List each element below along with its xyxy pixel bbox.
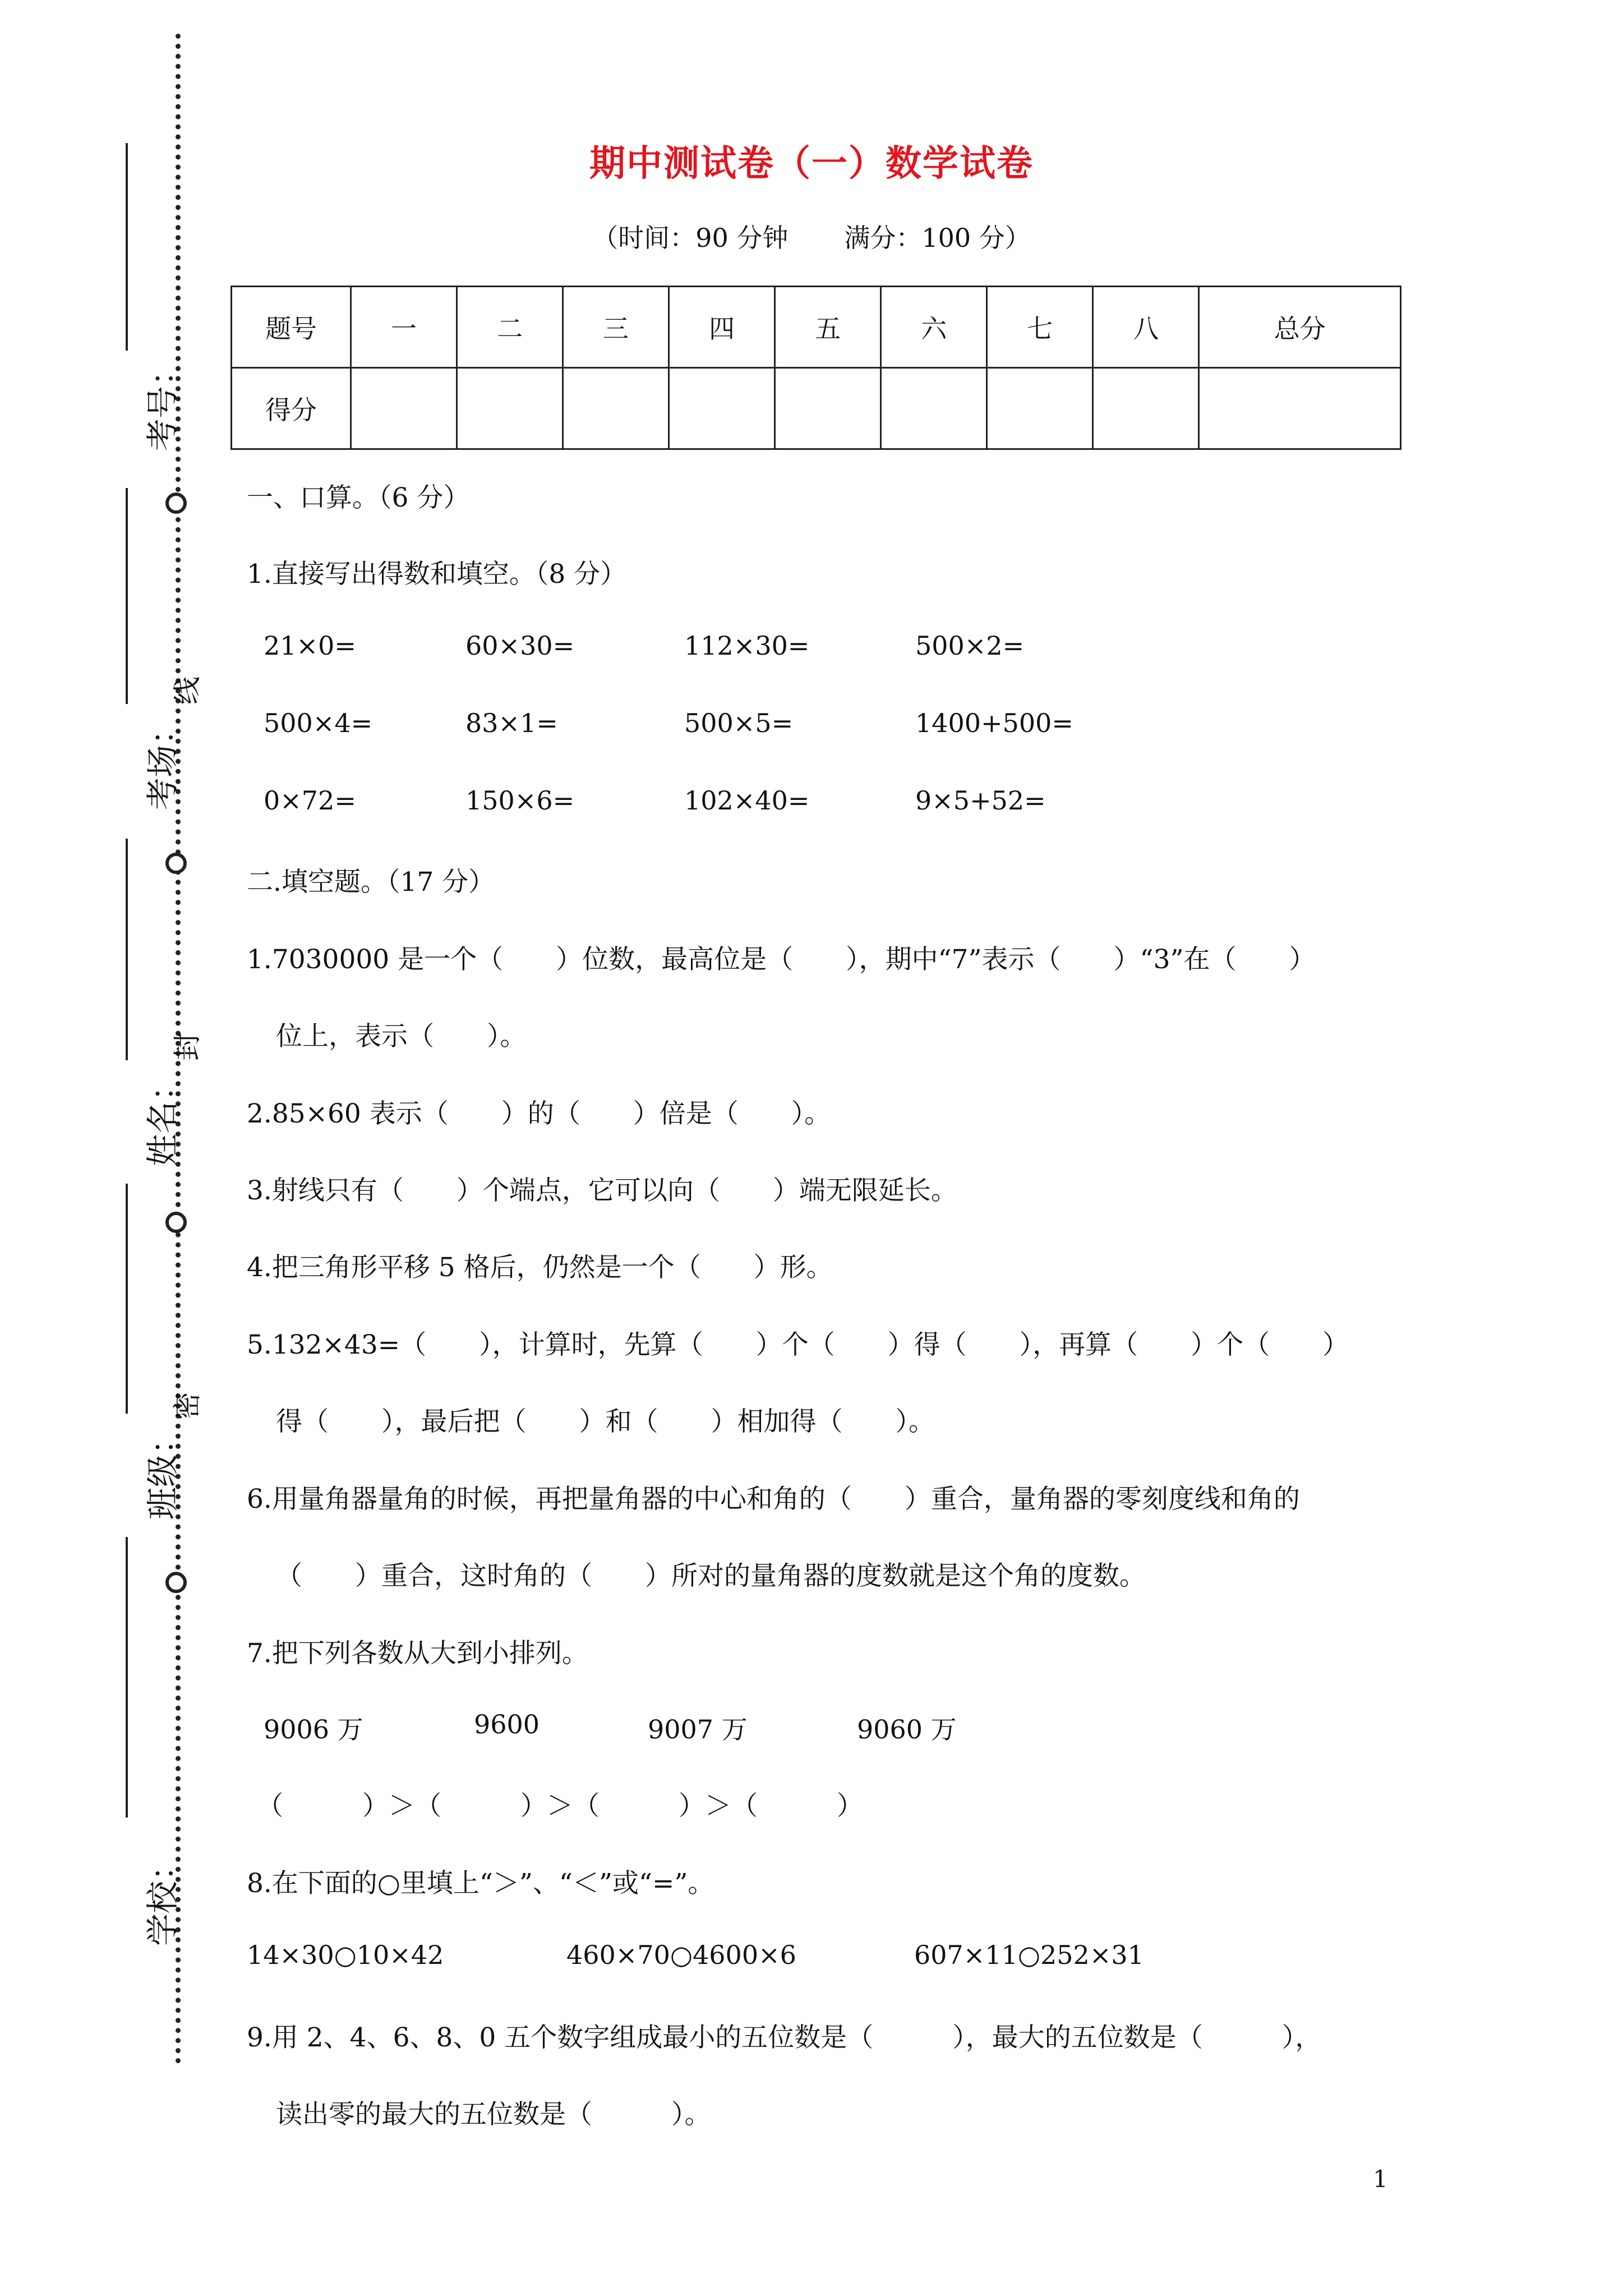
section2-q3: 3.射线只有（ ）个端点，它可以向（ ）端无限延长。 <box>247 1175 957 1206</box>
score-table-header-row <box>232 287 1401 368</box>
seal-char-secret: 密 <box>171 1392 204 1420</box>
table-cell: 一 <box>351 287 457 368</box>
calc-item: 500×5= <box>684 708 794 738</box>
exam-room-label: 考场： <box>144 712 182 811</box>
calc-item: 500×2= <box>915 631 1025 661</box>
section2-q5-cont: 得（ ），最后把（ ）和（ ）相加得（ ）。 <box>276 1406 935 1437</box>
section2-q9: 9.用 2、4、6、8、0 五个数字组成最小的五位数是（ ），最大的五位数是（ ）， <box>247 2022 1322 2053</box>
table-cell: 七 <box>987 287 1093 368</box>
page-number: 1 <box>1373 2165 1388 2193</box>
score-input-cell[interactable] <box>987 368 1093 449</box>
q8-item: 14×30○10×42 <box>247 1940 444 1970</box>
binding-ring-icon <box>165 1212 187 1233</box>
exam-subtitle <box>0 218 1623 255</box>
class-label: 班级： <box>144 1422 182 1520</box>
section1-heading: 一、口算。（6 分） <box>247 482 470 513</box>
score-input-cell[interactable] <box>1093 368 1199 449</box>
section2-q1: 1.7030000 是一个（ ）位数，最高位是（ ），期中“7”表示（ ）“3”在（ ） <box>247 944 1316 975</box>
table-cell: 四 <box>669 287 775 368</box>
q7-number: 9007 万 <box>648 1714 748 1745</box>
name-label: 姓名： <box>144 1069 182 1167</box>
section2-q8: 8.在下面的○里填上“＞”、“＜”或“=”。 <box>247 1868 714 1899</box>
name-underline <box>126 839 128 1060</box>
exam-number-label: 考号： <box>144 353 182 452</box>
section2-q6: 6.用量角器量角的时候，再把量角器的中心和角的（ ）重合，量角器的零刻度线和角的 <box>247 1484 1300 1515</box>
calc-item: 21×0= <box>264 631 356 661</box>
time-info: （时间：90 分钟 <box>592 223 789 253</box>
table-cell: 总分 <box>1199 287 1401 368</box>
section2-q1-cont: 位上，表示（ ）。 <box>276 1021 527 1052</box>
table-cell: 八 <box>1093 287 1199 368</box>
calc-item: 83×1= <box>465 708 558 738</box>
calc-item: 102×40= <box>684 785 810 816</box>
q8-item: 460×70○4600×6 <box>566 1940 796 1970</box>
table-cell: 二 <box>457 287 563 368</box>
score-table <box>230 286 1401 450</box>
calc-item: 150×6= <box>465 785 575 816</box>
section2-q9-cont: 读出零的最大的五位数是（ ）。 <box>276 2099 711 2130</box>
table-cell: 三 <box>563 287 669 368</box>
score-input-cell[interactable] <box>669 368 775 449</box>
exam-title: 期中测试卷（一）数学试卷 <box>589 142 1034 185</box>
score-input-cell[interactable] <box>457 368 563 449</box>
exam-room-underline <box>126 488 128 704</box>
score-input-cell[interactable] <box>351 368 457 449</box>
calc-item: 112×30= <box>684 631 810 661</box>
q7-number: 9006 万 <box>264 1714 363 1745</box>
section2-q2: 2.85×60 表示（ ）的（ ）倍是（ ）。 <box>247 1098 831 1129</box>
section2-q7: 7.把下列各数从大到小排列。 <box>247 1638 588 1669</box>
q7-number: 9060 万 <box>857 1714 957 1745</box>
calc-item: 1400+500= <box>915 708 1073 738</box>
calc-item: 0×72= <box>264 785 356 816</box>
class-underline <box>126 1184 128 1414</box>
table-cell: 五 <box>775 287 881 368</box>
table-cell: 题号 <box>232 287 351 368</box>
table-cell: 六 <box>881 287 987 368</box>
section2-q5: 5.132×43=（ ），计算时，先算（ ）个（ ）得（ ），再算（ ）个（ ） <box>247 1329 1349 1360</box>
calc-item: 500×4= <box>264 708 373 738</box>
binding-ring-icon <box>165 493 187 514</box>
score-table-score-row <box>232 368 1401 449</box>
score-input-cell[interactable] <box>563 368 669 449</box>
section2-q6-cont: （ ）重合，这时角的（ ）所对的量角器的度数就是这个角的度数。 <box>276 1561 1146 1591</box>
seal-char-seal: 封 <box>171 1033 204 1061</box>
score-input-cell[interactable] <box>881 368 987 449</box>
q7-number: 9600 <box>474 1709 540 1740</box>
q7-order-blanks[interactable]: （ ）＞（ ）＞（ ）＞（ ） <box>257 1791 863 1821</box>
score-input-cell[interactable] <box>775 368 881 449</box>
binding-ring-icon <box>165 1572 187 1593</box>
school-underline <box>126 1537 128 1818</box>
score-info: 满分：100 分） <box>844 223 1031 253</box>
calc-item: 60×30= <box>465 631 575 661</box>
calc-item: 9×5+52= <box>915 785 1046 816</box>
school-label: 学校： <box>144 1848 182 1947</box>
seal-char-line: 线 <box>171 677 204 705</box>
score-input-cell[interactable] <box>1199 368 1401 449</box>
binding-ring-icon <box>165 853 187 874</box>
section1-q1: 1.直接写出得数和填空。（8 分） <box>247 559 627 590</box>
section2-heading: 二.填空题。（17 分） <box>247 867 495 898</box>
q8-item: 607×11○252×31 <box>914 1940 1144 1970</box>
section2-q4: 4.把三角形平移 5 格后，仍然是一个（ ）形。 <box>247 1252 833 1283</box>
table-cell: 得分 <box>232 368 351 449</box>
